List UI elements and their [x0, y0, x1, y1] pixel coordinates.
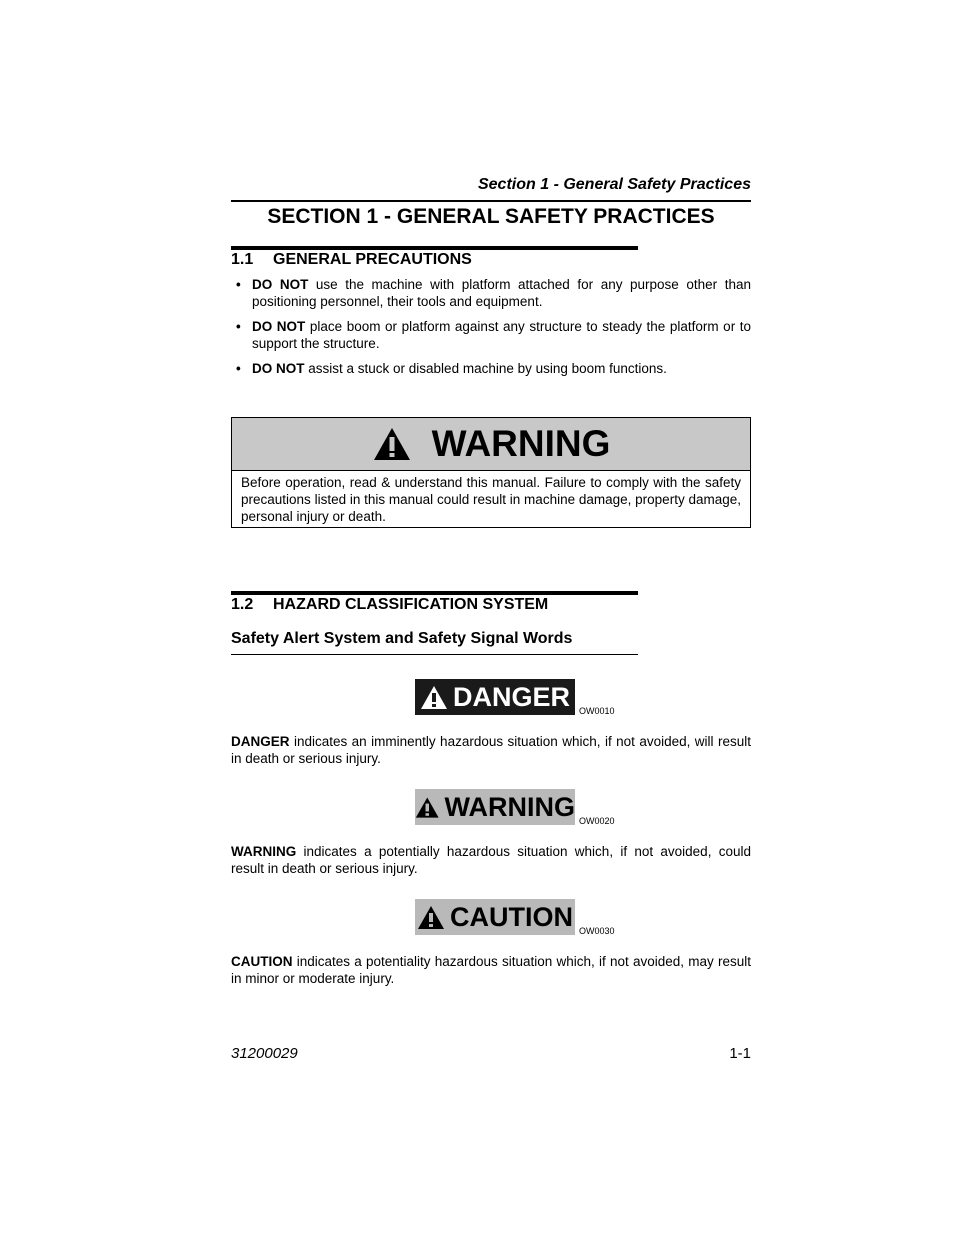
warning-box	[231, 417, 751, 528]
page-title: SECTION 1 - GENERAL SAFETY PRACTICES	[267, 205, 715, 228]
figure-code: OW0030	[579, 926, 615, 936]
signal-lead: CAUTION	[231, 954, 293, 969]
danger-triangle-icon	[420, 685, 448, 710]
signal-word: CAUTION	[450, 901, 573, 932]
warning-body: Before operation, read & understand this manual. Failure to comply with the safety precautions listed in this manual could result in machine damage, property damage, personal injury or death.	[241, 475, 741, 524]
signal-lead: DANGER	[231, 734, 290, 749]
section-title: GENERAL PRECAUTIONS	[273, 251, 472, 268]
bullet-lead: DO NOT	[252, 277, 309, 292]
section-rule	[231, 246, 638, 250]
warning-header	[232, 418, 750, 471]
signal-word: WARNING	[444, 791, 575, 822]
figure-code: OW0020	[579, 816, 615, 826]
section-number: 1.2	[231, 596, 254, 613]
section-rule	[231, 591, 638, 595]
precautions-list	[231, 276, 751, 385]
figure-code: OW0010	[579, 706, 615, 716]
signal-lead: WARNING	[231, 844, 297, 859]
list-item	[231, 360, 751, 377]
signal-word: DANGER	[452, 681, 570, 712]
bullet-icon: •	[236, 319, 241, 334]
warning-title: WARNING	[431, 423, 611, 464]
section-heading-1-2	[231, 596, 548, 614]
section-heading-1-1	[231, 251, 472, 269]
list-item	[231, 318, 751, 352]
bullet-text: place boom or platform against any structure to steady the platform or to support the structure.	[252, 319, 752, 351]
signal-text: indicates an imminently hazardous situation which, if not avoided, will result in death or serious injury.	[231, 734, 751, 766]
bullet-icon: •	[236, 361, 241, 376]
bullet-text: assist a stuck or disabled machine by using boom functions.	[304, 361, 667, 376]
subsection-rule	[231, 654, 638, 655]
danger-label	[415, 679, 575, 715]
warning-triangle-icon	[415, 795, 440, 820]
section-title: HAZARD CLASSIFICATION SYSTEM	[273, 596, 549, 613]
document-number: 31200029	[231, 1045, 298, 1062]
header-rule	[231, 200, 751, 202]
caution-label	[415, 899, 575, 935]
warning-label	[415, 789, 575, 825]
subsection-heading: Safety Alert System and Safety Signal Words	[231, 630, 573, 647]
bullet-text: use the machine with platform attached for any purpose other than positioning personnel, their tools and equipment.	[252, 277, 751, 309]
running-header: Section 1 - General Safety Practices	[477, 176, 751, 193]
page-number: 1-1	[729, 1045, 751, 1062]
signal-text: indicates a potentially hazardous situation which, if not avoided, could result in death or serious injury.	[231, 844, 751, 876]
bullet-lead: DO NOT	[252, 361, 305, 376]
list-item	[231, 276, 751, 310]
section-number: 1.1	[231, 251, 254, 268]
bullet-icon: •	[236, 277, 241, 292]
caution-triangle-icon	[417, 905, 445, 930]
bullet-lead: DO NOT	[252, 319, 306, 334]
warning-description	[231, 843, 751, 877]
warning-triangle-icon	[372, 426, 412, 462]
caution-description	[231, 953, 751, 987]
signal-text: indicates a potentiality hazardous situation which, if not avoided, may result in minor or moderate injury.	[231, 954, 751, 986]
danger-description	[231, 733, 751, 767]
